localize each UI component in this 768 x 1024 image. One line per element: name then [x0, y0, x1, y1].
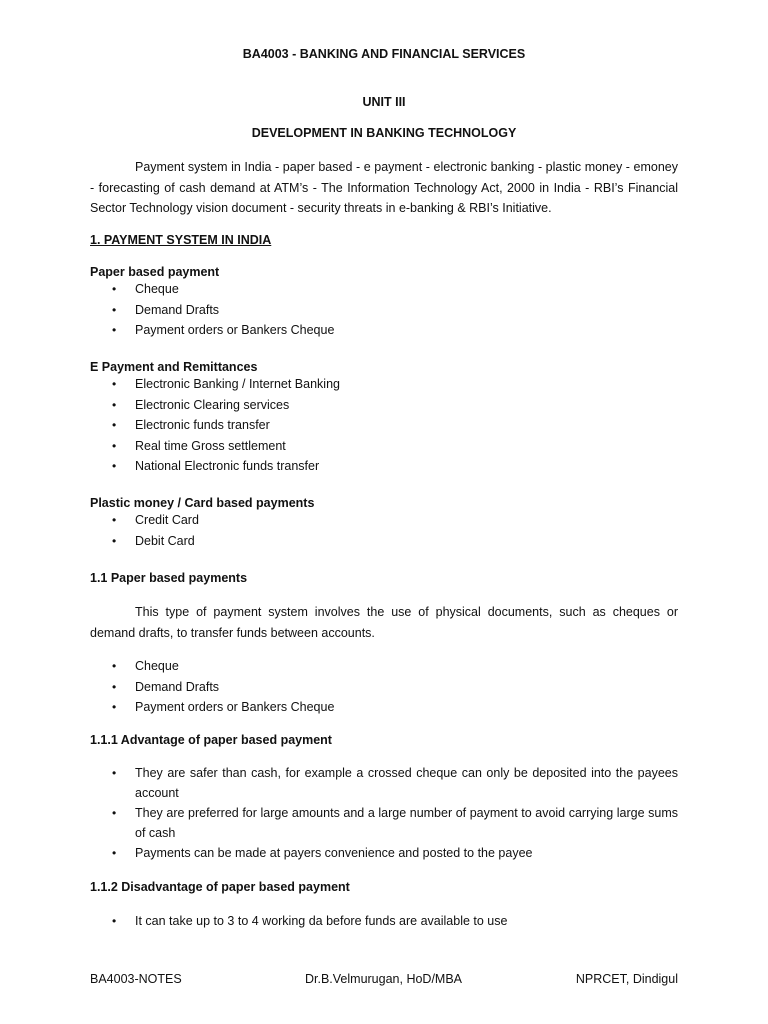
list-item: • Electronic funds transfer — [90, 415, 678, 436]
advantages-list — [90, 764, 678, 864]
epayment-block — [90, 360, 678, 477]
list-item: • Payment orders or Bankers Cheque — [90, 320, 678, 341]
section-1-1-paragraph: This type of payment system involves the use of physical documents, such as cheques or demand drafts, to transfer funds between accounts. — [90, 605, 678, 640]
list-item: • Electronic Banking / Internet Banking — [90, 374, 678, 395]
list-item: • They are preferred for large amounts and a large number of payment to avoid carrying large sums of cash — [112, 806, 678, 840]
plastic-money-block — [90, 496, 678, 551]
bullet-icon: • — [112, 513, 117, 527]
bullet-icon: • — [112, 397, 117, 412]
page-footer — [90, 972, 678, 990]
bullet-icon: • — [112, 766, 117, 780]
bullet-icon: • — [112, 302, 117, 317]
list-item: • Cheque — [90, 656, 678, 677]
bullet-icon: • — [112, 459, 117, 474]
section-1-1-list — [90, 656, 678, 718]
bullet-icon: • — [112, 846, 117, 860]
plastic-money-heading: Plastic money / Card based payments — [90, 496, 315, 510]
list-item: • They are safer than cash, for example a crossed cheque can only be deposited into the payees account — [112, 766, 678, 800]
bullet-icon: • — [112, 418, 117, 433]
list-item: • National Electronic funds transfer — [90, 456, 678, 477]
disadvantages-list — [90, 911, 678, 932]
intro-block — [90, 157, 678, 219]
bullet-icon: • — [112, 659, 117, 673]
plastic-money-list — [90, 510, 678, 551]
footer-left: BA4003-NOTES — [90, 972, 182, 986]
epayment-list — [90, 374, 678, 477]
paper-based-list — [90, 279, 678, 341]
epayment-heading: E Payment and Remittances — [90, 360, 258, 374]
list-item: • Real time Gross settlement — [90, 436, 678, 457]
list-item: • Cheque — [90, 279, 678, 300]
list-item: • Demand Drafts — [90, 300, 678, 321]
list-item: • Electronic Clearing services — [90, 395, 678, 416]
bullet-icon: • — [112, 377, 117, 391]
footer-right: NPRCET, Dindigul — [575, 972, 678, 986]
bullet-icon: • — [112, 533, 117, 548]
section-1-title: 1. PAYMENT SYSTEM IN INDIA — [90, 233, 272, 247]
bullet-icon: • — [112, 914, 117, 928]
unit-label: UNIT III — [362, 95, 406, 109]
list-item: • Payments can be made at payers convenience and posted to the payee — [90, 844, 678, 864]
section-1-1-list-block — [90, 656, 678, 718]
list-item: • Credit Card — [90, 510, 678, 531]
paper-based-block — [90, 265, 678, 341]
section-1-1-1-title-block — [90, 733, 678, 747]
bullet-icon: • — [112, 806, 117, 820]
list-item: • Demand Drafts — [90, 677, 678, 698]
section-1-1-para-block — [90, 602, 678, 643]
intro-paragraph: Payment system in India - paper based - e payment - electronic banking - plastic money - emoney - forecasting of cash demand at ATM’s - The Information Technology Act, 2000 in India - RBI’s Financial Sector Technology vision document - security threats in e-banking & RBI’s Initiative. — [90, 160, 678, 215]
section-1-1-2-title-block — [90, 880, 678, 894]
bullet-icon: • — [112, 323, 117, 338]
section-1-title-block — [90, 233, 678, 247]
bullet-icon: • — [112, 679, 117, 694]
section-1-1-2-list-block — [90, 911, 678, 932]
section-1-1-title: 1.1 Paper based payments — [90, 571, 248, 585]
list-item: • It can take up to 3 to 4 working da before funds are available to use — [90, 911, 678, 932]
section-1-1-2-title: 1.1.2 Disadvantage of paper based payment — [90, 880, 350, 894]
list-item: • Debit Card — [90, 531, 678, 552]
paper-based-heading: Paper based payment — [90, 265, 220, 279]
footer-center: Dr.B.Velmurugan, HoD/MBA — [305, 972, 463, 986]
bullet-icon: • — [112, 282, 117, 296]
unit-title: DEVELOPMENT IN BANKING TECHNOLOGY — [251, 126, 517, 140]
section-1-1-title-block — [90, 571, 678, 585]
section-1-1-1-list-block — [90, 764, 678, 864]
bullet-icon: • — [112, 438, 117, 453]
bullet-icon: • — [112, 700, 117, 715]
course-title: BA4003 - BANKING AND FINANCIAL SERVICES — [242, 47, 526, 61]
section-1-1-1-title: 1.1.1 Advantage of paper based payment — [90, 733, 332, 747]
list-item: • Payment orders or Bankers Cheque — [90, 697, 678, 718]
